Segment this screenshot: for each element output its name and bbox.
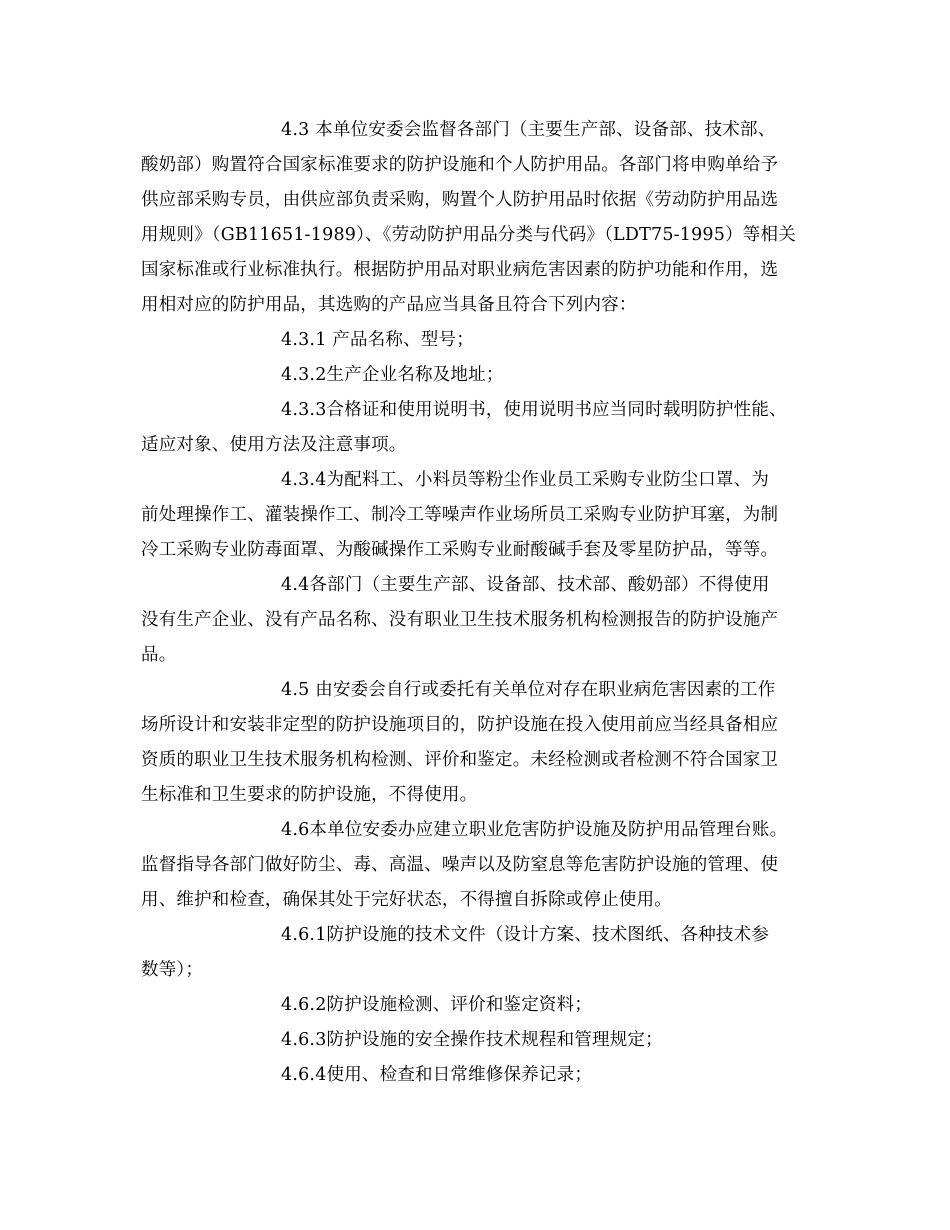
paragraph-4-3-line-1: 4.3 本单位安委会监督各部门（主要生产部、设备部、技术部、 <box>281 120 776 140</box>
item-4-3-4-line-1: 4.3.4为配料工、小料员等粉尘作业员工采购专业防尘口罩、为 <box>281 470 770 490</box>
paragraph-4-3-line-6: 用相对应的防护用品，其选购的产品应当具备且符合下列内容： <box>141 295 637 315</box>
item-4-6-1-line-1: 4.6.1防护设施的技术文件（设计方案、技术图纸、各种技术参 <box>281 925 770 945</box>
paragraph-4-5-line-3: 资质的职业卫生技术服务机构检测、评价和鉴定。未经检测或者检测不符合国家卫 <box>141 750 779 770</box>
paragraph-4-4-line-3: 品。 <box>141 645 177 665</box>
item-4-3-4-line-2: 前处理操作工、灌装操作工、制冷工等噪声作业场所员工采购专业防护耳塞，为制 <box>141 505 779 525</box>
paragraph-4-6-line-1: 4.6本单位安委办应建立职业危害防护设施及防护用品管理台账。 <box>281 820 788 840</box>
item-4-6-1-line-2: 数等）； <box>141 960 204 980</box>
paragraph-4-5-line-2: 场所设计和安装非定型的防护设施项目的，防护设施在投入使用前应当经具备相应 <box>141 715 779 735</box>
item-4-3-3-line-1: 4.3.3合格证和使用说明书，使用说明书应当同时载明防护性能、 <box>281 400 787 420</box>
paragraph-4-4-line-2: 没有生产企业、没有产品名称、没有职业卫生技术服务机构检测报告的防护设施产 <box>141 610 779 630</box>
item-4-6-4: 4.6.4使用、检查和日常维修保养记录； <box>281 1065 593 1085</box>
paragraph-4-6-line-3: 用、维护和检查，确保其处于完好状态，不得擅自拆除或停止使用。 <box>141 890 672 910</box>
paragraph-4-3-line-2: 酸奶部）购置符合国家标准要求的防护设施和个人防护用品。各部门将申购单给予 <box>141 155 779 175</box>
paragraph-4-3-line-3: 供应部采购专员，由供应部负责采购，购置个人防护用品时依据《劳动防护用品选 <box>141 190 779 210</box>
item-4-3-3-line-2: 适应对象、使用方法及注意事项。 <box>141 435 407 455</box>
paragraph-4-5-line-4: 生标准和卫生要求的防护设施，不得使用。 <box>141 785 478 805</box>
item-4-3-2: 4.3.2生产企业名称及地址； <box>281 365 504 385</box>
paragraph-4-4-line-1: 4.4各部门（主要生产部、设备部、技术部、酸奶部）不得使用 <box>281 575 770 595</box>
item-4-6-3: 4.6.3防护设施的安全操作技术规程和管理规定； <box>281 1030 663 1050</box>
paragraph-4-3-line-5: 国家标准或行业标准执行。根据防护用品对职业病危害因素的防护功能和作用，选 <box>141 260 779 280</box>
item-4-6-2: 4.6.2防护设施检测、评价和鉴定资料； <box>281 995 593 1015</box>
paragraph-4-6-line-2: 监督指导各部门做好防尘、毒、高温、噪声以及防窒息等危害防护设施的管理、使 <box>141 855 779 875</box>
item-4-3-1: 4.3.1 产品名称、型号； <box>281 330 474 350</box>
paragraph-4-5-line-1: 4.5 由安委会自行或委托有关单位对存在职业病危害因素的工作 <box>281 680 776 700</box>
item-4-3-4-line-3: 冷工采购专业防毒面罩、为酸碱操作工采购专业耐酸碱手套及零星防护品，等等。 <box>141 540 779 560</box>
paragraph-4-3-line-4: 用规则》（GB11651-1989）、《劳动防护用品分类与代码》（LDT75-1995）等相关 <box>141 225 796 245</box>
